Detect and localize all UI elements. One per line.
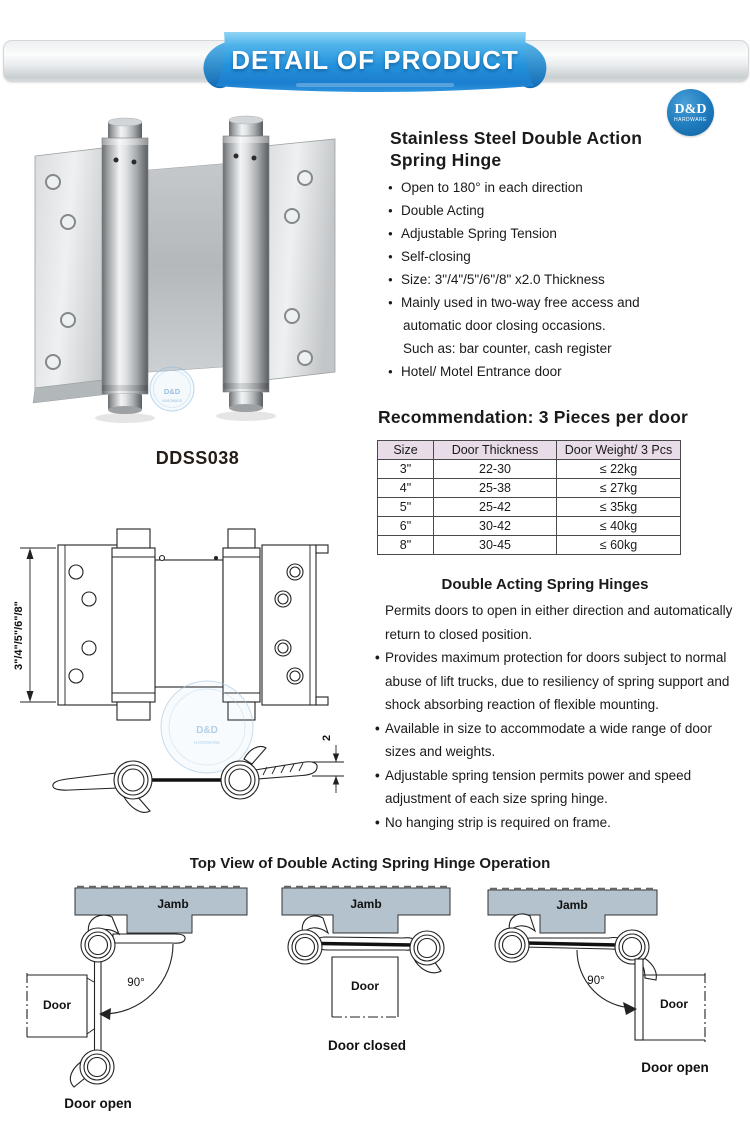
table-header-row [378,441,681,460]
col-header-size: Size [378,441,434,460]
door-label: Door [660,997,688,1011]
diagram-heading: Top View of Double Acting Spring Hinge Operation [189,855,551,872]
operation-diagrams [15,878,735,1128]
height-dimension-label: 3"/4"/5"/6"/8" [13,601,25,670]
cell-weight: ≤ 60kg [557,536,681,555]
svg-text:D&D: D&D [163,387,181,396]
cell-size: 5" [378,498,434,517]
diagram-caption: Door open [641,1060,709,1075]
cell-thickness: 22-30 [434,460,557,479]
feature-list [388,176,740,383]
svg-text:HARDWARE: HARDWARE [193,740,221,745]
brand-logo-name: D&D [674,102,707,117]
cell-thickness: 25-42 [434,498,557,517]
table-row [378,536,681,555]
diagram-caption: Door closed [327,1038,407,1053]
info-line: abuse of lift trucks, due to resiliency of spring support and [385,673,730,689]
table-row [378,517,681,536]
jamb-label: Jamb [350,897,382,911]
recommendation-heading: Recommendation: 3 Pieces per door [378,407,689,427]
recommendation-table [377,440,681,555]
diagram-door-closed [282,887,450,1053]
cell-weight: ≤ 22kg [557,460,681,479]
brand-logo-sub: HARDWARE [674,117,707,123]
product-title-line2: Spring Hinge [390,150,502,170]
info-line: • No hanging strip is required on frame. [376,811,744,835]
table-row [378,479,681,498]
product-title [390,127,642,171]
hinge-info-text [376,599,744,834]
info-line: Permits doors to open in either direction and automatically [385,603,733,618]
hinge-right-leaf [265,139,335,380]
table-row [378,498,681,517]
cell-thickness: 30-42 [434,517,557,536]
cell-size: 8" [378,536,434,555]
feature-item: ● Size: 3"/4"/5"/6"/8" x2.0 Thickness [388,268,740,291]
cell-thickness: 30-45 [434,536,557,555]
feature-item: ● Double Acting [388,199,740,222]
col-header-weight: Door Weight/ 3 Pcs [557,441,681,460]
cell-size: 3" [378,460,434,479]
feature-item: ● Self-closing [388,245,740,268]
feature-item-continuation: Such as: bar counter, cash register [403,341,612,356]
feature-item: ● Hotel/ Motel Entrance door [388,360,740,383]
feature-item: ● Adjustable Spring Tension [388,222,740,245]
svg-text:D&D: D&D [196,725,218,736]
height-dimension [13,548,56,702]
cell-thickness: 25-38 [434,479,557,498]
info-line: shock absorbing reaction of flexible mounting. [385,697,659,712]
product-photo [22,112,352,437]
watermark-logo [161,681,253,773]
spring-barrel-left [102,118,148,414]
table-row [378,460,681,479]
spring-barrel-right [223,116,269,412]
brand-logo [667,89,714,136]
banner-title: DETAIL OF PRODUCT [231,45,519,75]
jamb-label: Jamb [157,897,189,911]
diagram-caption: Door open [64,1096,132,1111]
cell-weight: ≤ 35kg [557,498,681,517]
diagram-door-open-right [488,889,709,1075]
banner-ribbon [196,26,554,96]
cell-size: 6" [378,517,434,536]
feature-item-continuation: automatic door closing occasions. [403,318,606,333]
door-label: Door [43,998,71,1012]
feature-item: ● Mainly used in two-way free access and [388,291,740,314]
col-header-thickness: Door Thickness [434,441,557,460]
angle-label: 90° [127,977,145,989]
info-line: • Available in size to accommodate a wide range of door [376,717,744,741]
watermark-logo [150,367,194,411]
door-label: Door [351,979,379,993]
info-line: return to closed position. [385,626,533,642]
svg-text:HARDWARE: HARDWARE [161,399,183,403]
angle-label: 90° [587,975,605,987]
thickness-dimension-label: 2 [321,734,333,741]
product-model: DDSS038 [155,448,240,468]
technical-drawing [12,518,357,850]
hinge-info-heading: Double Acting Spring Hinges [441,576,649,593]
cell-weight: ≤ 27kg [557,479,681,498]
diagram-door-open-left [27,887,247,1111]
feature-item: ● Open to 180° in each direction [388,176,740,199]
info-line: • Provides maximum protection for doors subject to normal [376,646,744,670]
cell-size: 4" [378,479,434,498]
cell-weight: ≤ 40kg [557,517,681,536]
info-line: • Adjustable spring tension permits power and speed [376,764,744,788]
info-line: sizes and weights. [385,744,496,759]
info-line: adjustment of each size spring hinge. [385,791,608,806]
jamb-label: Jamb [556,898,588,912]
product-title-line1: Stainless Steel Double Action [390,128,643,148]
